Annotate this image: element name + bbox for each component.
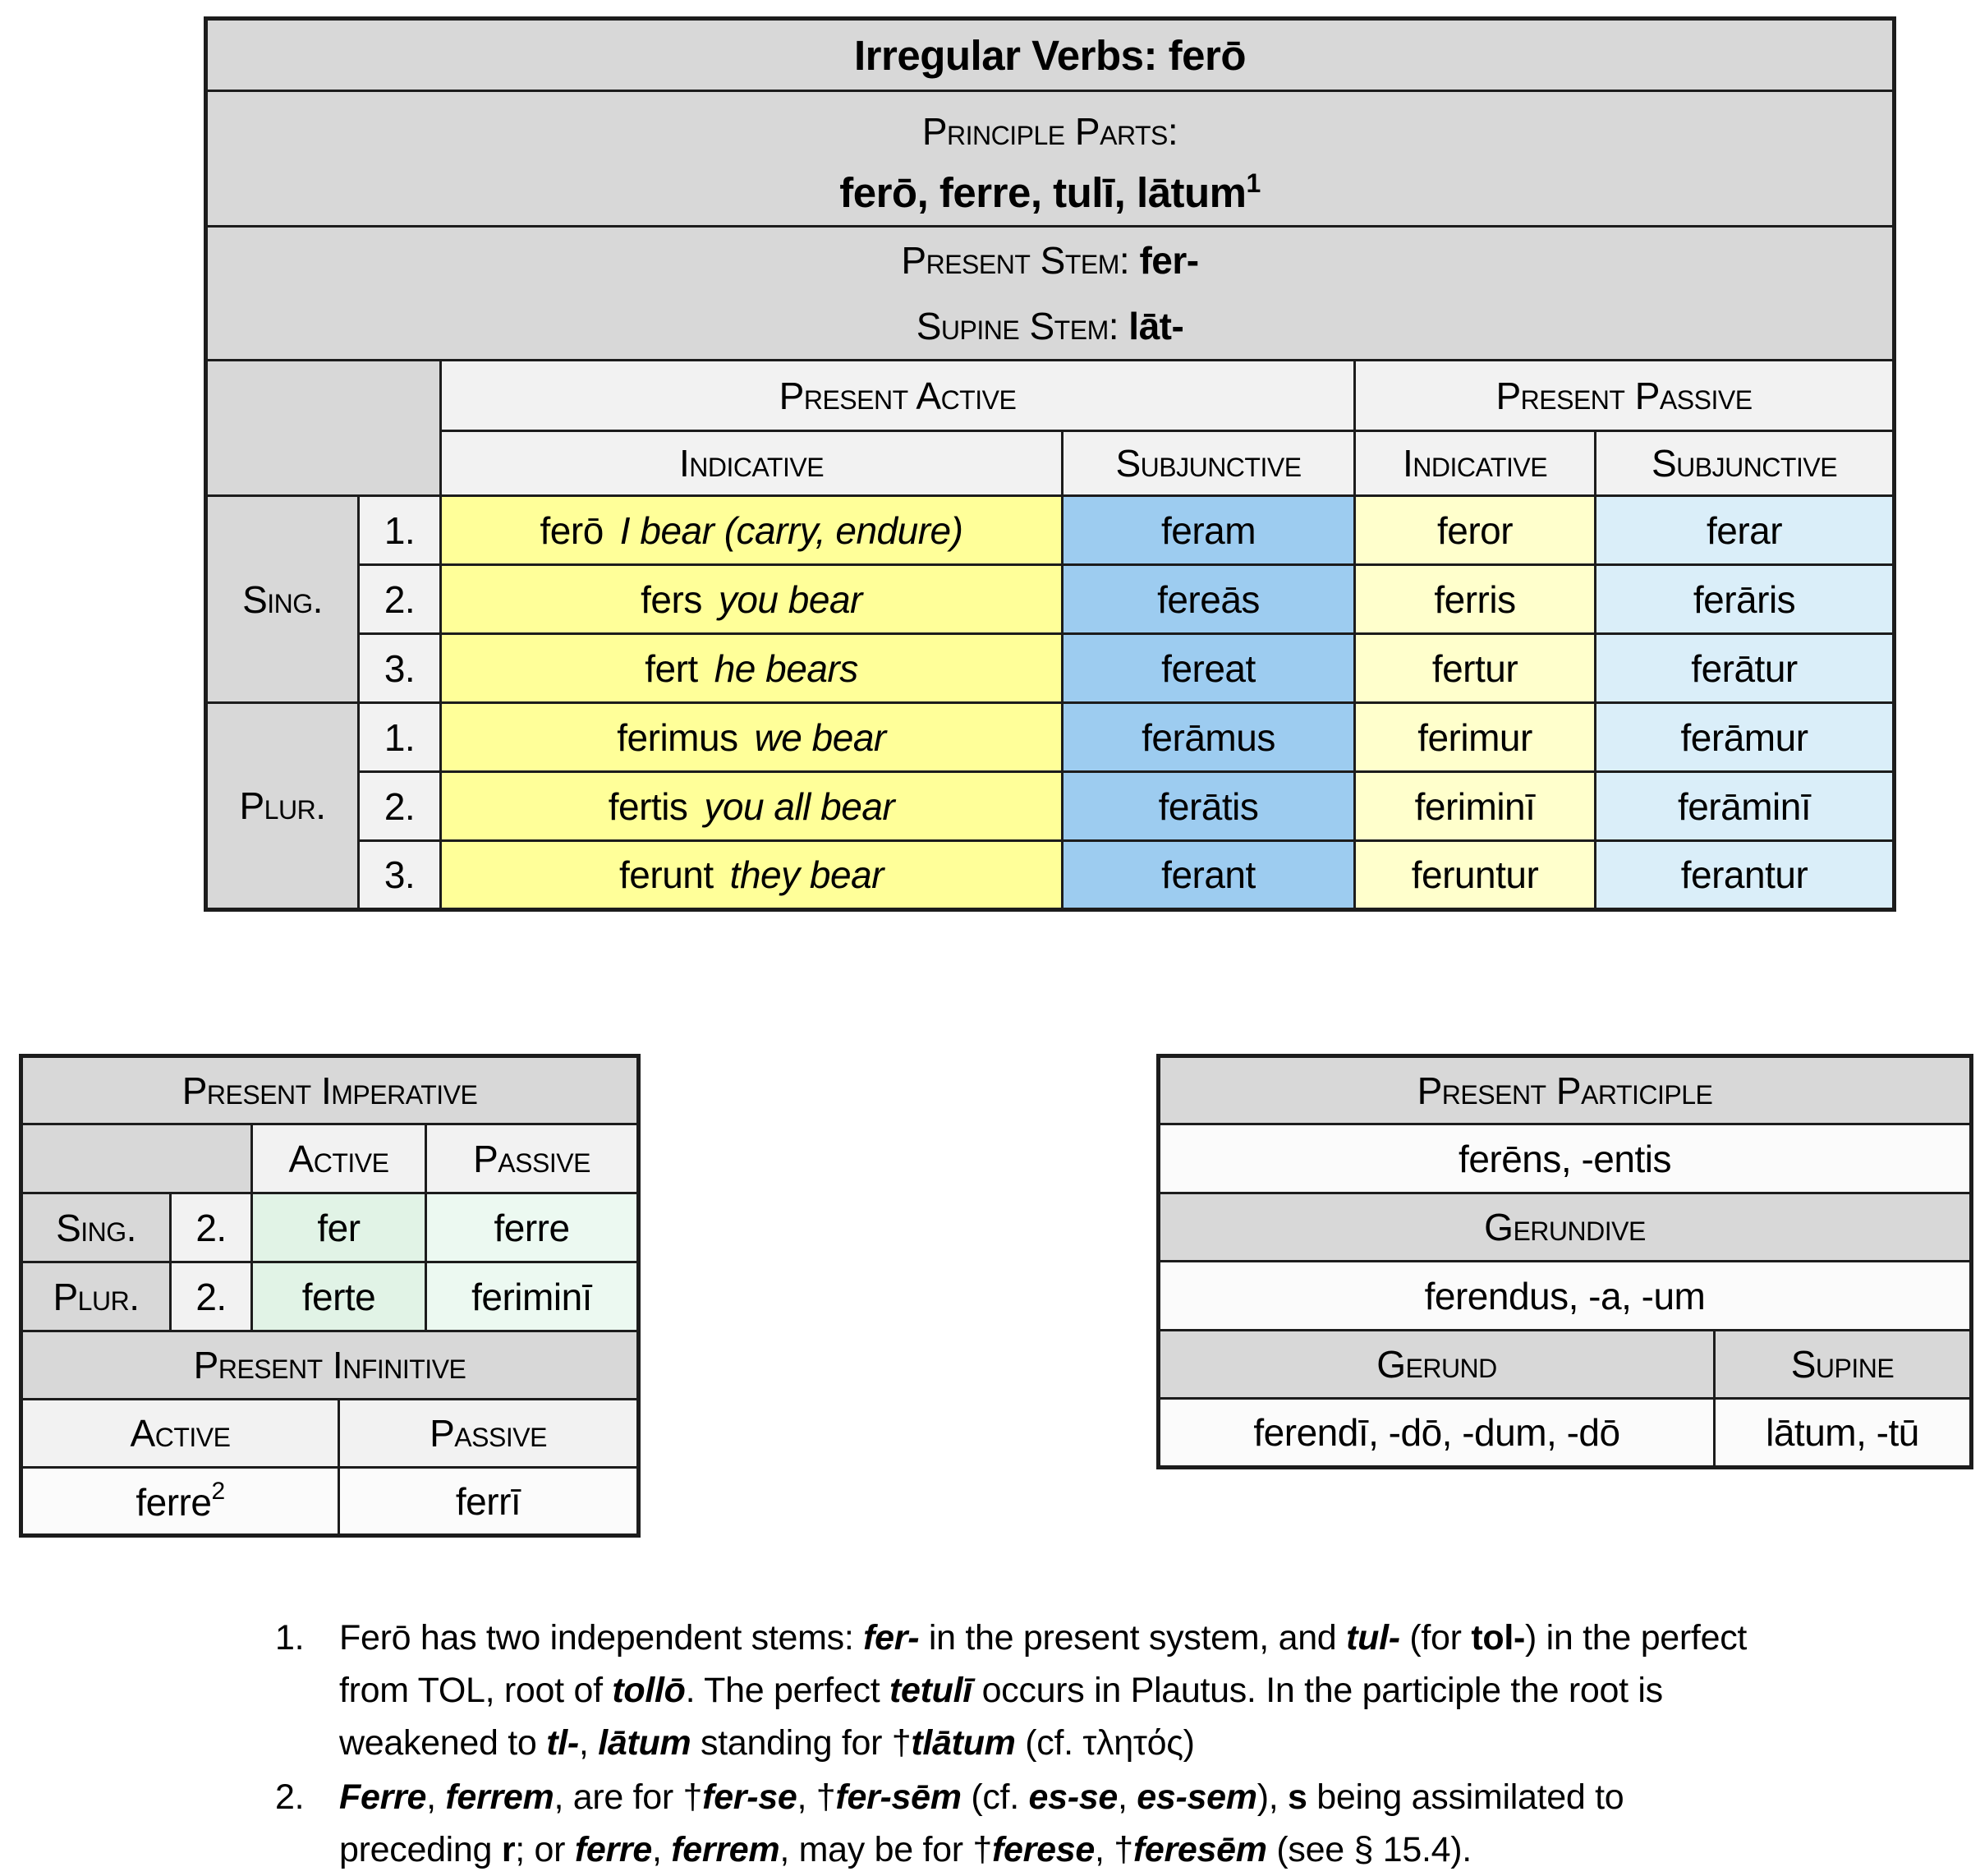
principle-parts-text: ferō, ferre, tulī, lātum <box>839 168 1247 216</box>
table-row <box>206 565 1895 634</box>
footnote-marker: 2. <box>275 1777 305 1817</box>
passive-indicative-cell: feruntur <box>1355 841 1596 910</box>
imperative-active-cell: ferte <box>252 1262 426 1331</box>
mood-header-active-subjunctive: Subjunctive <box>1063 431 1355 496</box>
footnote-ref-2: 2 <box>211 1478 225 1505</box>
footnote-ref-1: 1 <box>1246 168 1261 198</box>
gloss-text: they bear <box>729 853 884 896</box>
gerundive-value-cell: ferendus, -a, -um <box>1159 1262 1972 1331</box>
person-cell: 1. <box>359 703 441 772</box>
passive-indicative-cell: ferris <box>1355 565 1596 634</box>
active-indicative-cell <box>441 496 1063 565</box>
imperative-active-cell: fer <box>252 1193 426 1262</box>
participle-table <box>1156 1054 1973 1469</box>
table-row <box>206 703 1895 772</box>
imperative-row-plural: Plur. <box>21 1262 171 1331</box>
person-cell: 2. <box>359 565 441 634</box>
infinitive-title: Present Infinitive <box>21 1331 639 1400</box>
imperative-passive-cell: feriminī <box>426 1262 639 1331</box>
active-subjunctive-cell: fereat <box>1063 634 1355 703</box>
footnote-text: Ferre, ferrem, are for †fer-se, †fer-sēm (cf. es-se, es-sem), s being assimilated to preceding r; or ferre, ferrem, may be for †ferese, †feresēm (see § 15.4). <box>339 1777 1624 1869</box>
stems-cell <box>206 227 1895 361</box>
gloss-text: I bear (carry, endure) <box>619 508 963 552</box>
active-subjunctive-cell: feram <box>1063 496 1355 565</box>
table-title-cell <box>206 19 1895 91</box>
passive-indicative-cell: feriminī <box>1355 772 1596 841</box>
footnotes <box>275 1612 1762 1876</box>
mood-header-passive-subjunctive: Subjunctive <box>1596 431 1895 496</box>
principle-parts-cell <box>206 91 1895 227</box>
infinitive-header-active: Active <box>21 1400 339 1468</box>
person-cell: 2. <box>171 1262 252 1331</box>
table-row <box>206 772 1895 841</box>
footnote-2 <box>275 1771 1762 1876</box>
supine-value-cell: lātum, -tū <box>1715 1399 1972 1468</box>
participle-value-cell: ferēns, -entis <box>1159 1124 1972 1193</box>
person-cell: 3. <box>359 841 441 910</box>
active-indicative-cell <box>441 565 1063 634</box>
active-indicative-cell <box>441 772 1063 841</box>
footnote-1 <box>275 1612 1762 1769</box>
latin-form: ferre <box>136 1481 212 1524</box>
group-header-passive: Present Passive <box>1355 361 1895 431</box>
mood-header-active-indicative: Indicative <box>441 431 1063 496</box>
infinitive-active-cell <box>21 1468 339 1536</box>
present-stem-label: Present Stem: <box>901 239 1130 282</box>
imperative-passive-cell: ferre <box>426 1193 639 1262</box>
passive-subjunctive-cell: ferāmur <box>1596 703 1895 772</box>
imperative-infinitive-table <box>19 1054 641 1538</box>
imperative-title: Present Imperative <box>21 1056 639 1124</box>
active-indicative-cell <box>441 703 1063 772</box>
latin-form: fert <box>645 646 698 690</box>
latin-form: fertis <box>608 784 688 828</box>
main-conjugation-table <box>204 16 1896 912</box>
active-subjunctive-cell: fereās <box>1063 565 1355 634</box>
footnote-marker: 1. <box>275 1618 305 1658</box>
passive-indicative-cell: feror <box>1355 496 1596 565</box>
table-row <box>1159 1124 1972 1193</box>
person-cell: 2. <box>171 1193 252 1262</box>
table-row <box>21 1193 639 1262</box>
principle-parts-value <box>208 168 1892 217</box>
passive-subjunctive-cell: ferātur <box>1596 634 1895 703</box>
imperative-corner-blank <box>21 1124 252 1193</box>
gerund-value-cell: ferendī, -dō, -dum, -dō <box>1159 1399 1715 1468</box>
person-cell: 1. <box>359 496 441 565</box>
row-group-plural: Plur. <box>206 703 359 910</box>
group-header-active: Present Active <box>441 361 1355 431</box>
active-subjunctive-cell: ferant <box>1063 841 1355 910</box>
imperative-row-singular: Sing. <box>21 1193 171 1262</box>
table-row <box>206 496 1895 565</box>
table-row <box>1159 1262 1972 1331</box>
active-subjunctive-cell: ferātis <box>1063 772 1355 841</box>
table-row <box>206 634 1895 703</box>
infinitive-passive-cell: ferrī <box>339 1468 639 1536</box>
present-stem-value: fer- <box>1139 239 1199 282</box>
active-indicative-cell <box>441 634 1063 703</box>
gloss-text: we bear <box>754 715 886 759</box>
imperative-header-passive: Passive <box>426 1124 639 1193</box>
gerundive-title: Gerundive <box>1159 1193 1972 1262</box>
mood-header-passive-indicative: Indicative <box>1355 431 1596 496</box>
footnote-text: Ferō has two independent stems: fer- in the present system, and tul- (for tol-) in the perfect from TOL, root of tollō. The perfect tetulī occurs in Plautus. In the participle the root is weakened to tl-, lātum standing for †tlātum (cf. τλητός) <box>339 1618 1748 1763</box>
participle-title: Present Participle <box>1159 1056 1972 1124</box>
latin-form: ferō <box>540 508 604 552</box>
passive-subjunctive-cell: ferāminī <box>1596 772 1895 841</box>
table-row <box>21 1468 639 1536</box>
row-group-singular: Sing. <box>206 496 359 703</box>
latin-form: fers <box>641 577 702 621</box>
gloss-text: you bear <box>718 577 862 621</box>
latin-form: ferimus <box>617 715 738 759</box>
gerund-title: Gerund <box>1159 1331 1715 1399</box>
page-title: Irregular Verbs: ferō <box>854 31 1247 79</box>
passive-indicative-cell: fertur <box>1355 634 1596 703</box>
gloss-text: you all bear <box>704 784 895 828</box>
infinitive-header-passive: Passive <box>339 1400 639 1468</box>
active-subjunctive-cell: ferāmus <box>1063 703 1355 772</box>
active-indicative-cell <box>441 841 1063 910</box>
supine-stem-label: Supine Stem: <box>916 305 1119 347</box>
person-cell: 2. <box>359 772 441 841</box>
supine-title: Supine <box>1715 1331 1972 1399</box>
gloss-text: he bears <box>714 646 858 690</box>
principle-parts-label: Principle Parts: <box>921 109 1178 153</box>
passive-subjunctive-cell: ferar <box>1596 496 1895 565</box>
corner-blank-cell <box>206 361 441 496</box>
passive-subjunctive-cell: ferāris <box>1596 565 1895 634</box>
supine-stem-value: lāt- <box>1128 305 1184 347</box>
present-stem-line <box>208 228 1892 293</box>
imperative-header-active: Active <box>252 1124 426 1193</box>
supine-stem-line <box>208 293 1892 359</box>
person-cell: 3. <box>359 634 441 703</box>
passive-indicative-cell: ferimur <box>1355 703 1596 772</box>
table-row <box>21 1262 639 1331</box>
table-row <box>206 841 1895 910</box>
passive-subjunctive-cell: ferantur <box>1596 841 1895 910</box>
latin-form: ferunt <box>619 853 714 896</box>
table-row <box>1159 1399 1972 1468</box>
